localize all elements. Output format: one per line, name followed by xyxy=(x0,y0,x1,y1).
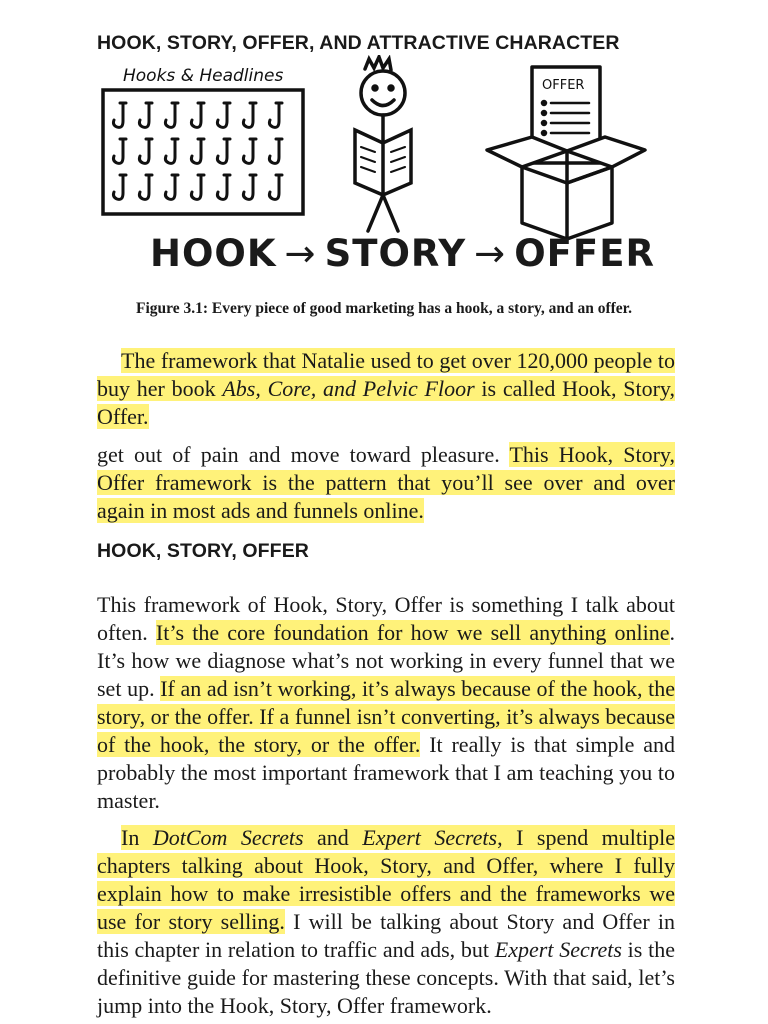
hook-icon xyxy=(217,103,227,127)
hook-icon xyxy=(191,103,201,127)
hook-icon xyxy=(113,175,123,199)
highlighted-text: If an ad isn’t working, it’s always because of the hook, the story, or the offer. If a funnel isn’t converting, it’s always because of the hook, the story, or the offer. xyxy=(97,676,675,757)
highlighted-text: The framework that Natalie used to get over 120,000 people to buy her book xyxy=(97,348,675,401)
hook-story-offer-flow xyxy=(150,232,655,275)
section-heading: HOOK, STORY, OFFER xyxy=(97,540,309,562)
hook-icon xyxy=(269,175,279,199)
highlighted-text: This Hook, Story, Offer framework is the pattern that you’ll see over and over again in most ads and funnels online. xyxy=(97,442,675,523)
hook-icon xyxy=(243,103,253,127)
hook-icon xyxy=(191,139,201,163)
paragraph-core-foundation xyxy=(97,591,675,815)
paragraph-books xyxy=(97,824,675,1020)
hook-icon xyxy=(243,175,253,199)
paragraph-natalie xyxy=(97,347,675,431)
hook-icon xyxy=(113,103,123,127)
flow-offer-label: OFFER xyxy=(514,232,655,275)
body-text: get out of pain and move toward pleasure. xyxy=(97,442,510,467)
hook-icon xyxy=(139,103,149,127)
highlighted-text: In xyxy=(121,825,153,850)
flow-hook-label: HOOK xyxy=(150,232,277,275)
body-text: This framework of Hook, Story, Offer is something I talk about often. xyxy=(97,592,675,645)
body-text: is the definitive guide for mastering these concepts. With that said, let’s jump into the Hook, Story, Offer framework. xyxy=(97,937,675,1018)
book-title: Expert Secrets xyxy=(494,937,622,962)
flow-story-label: STORY xyxy=(324,232,467,275)
hook-icon xyxy=(217,175,227,199)
body-text: I will be talking about Story and Offer in this chapter in relation to traffic and ads, but xyxy=(97,909,675,962)
hooks-board-frame xyxy=(103,90,303,214)
book-title: Expert Secrets xyxy=(362,825,498,850)
hook-icon xyxy=(269,103,279,127)
hook-icon xyxy=(217,139,227,163)
hook-icon xyxy=(165,175,175,199)
hook-icon xyxy=(113,139,123,163)
arrow-right-icon: → xyxy=(474,232,507,275)
highlighted-text: is called Hook, Story, Offer. xyxy=(97,376,675,429)
arrow-right-icon: → xyxy=(284,232,317,275)
stick-figure-reading-icon xyxy=(355,57,411,231)
book-title: Abs, Core, and Pelvic Floor xyxy=(222,376,475,401)
hook-icon xyxy=(165,103,175,127)
hook-icon xyxy=(139,175,149,199)
offer-paper-label: OFFER xyxy=(542,78,585,93)
highlighted-text: It’s the core foundation for how we sell anything online xyxy=(155,620,670,645)
hook-icon xyxy=(165,139,175,163)
hook-icon xyxy=(191,175,201,199)
hook-icon xyxy=(243,139,253,163)
hook-icon xyxy=(269,139,279,163)
paragraph-framework-pattern xyxy=(97,441,675,525)
body-text: . It’s how we diagnose what’s not working in every funnel that we set up. xyxy=(97,620,676,701)
hooks-headlines-label: Hooks & Headlines xyxy=(123,66,284,86)
hook-icon xyxy=(139,139,149,163)
figure-caption: Figure 3.1: Every piece of good marketing has a hook, a story, and an offer. xyxy=(136,300,632,317)
page-title: HOOK, STORY, OFFER, AND ATTRACTIVE CHARACTER xyxy=(97,32,620,54)
body-text: It really is that simple and probably the most important framework that I am teaching you to master. xyxy=(97,732,675,813)
highlighted-text: , I spend multiple chapters talking about Hook, Story, and Offer, where I fully explain how to make irresistible offers and the frameworks we use for story selling. xyxy=(97,825,676,934)
highlighted-text: and xyxy=(303,825,363,850)
book-title: DotCom Secrets xyxy=(152,825,304,850)
hooks-icon-grid xyxy=(113,103,282,199)
